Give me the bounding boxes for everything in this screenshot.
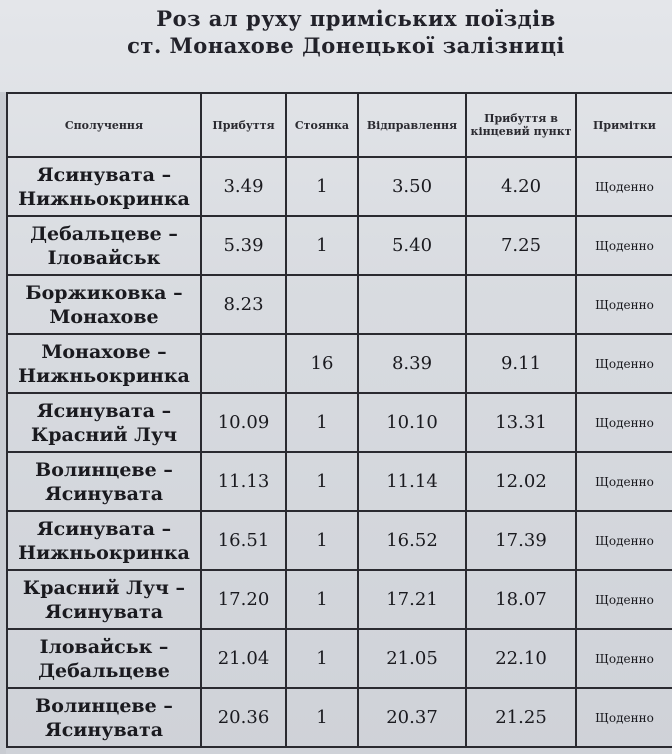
table-row	[7, 452, 672, 511]
route-cell	[7, 275, 201, 334]
route-from: Боржиковка –	[25, 281, 183, 304]
col-final-arrival-header: Прибуття в кінцевий пункт	[466, 93, 576, 157]
note-cell: Щоденно	[576, 511, 672, 570]
note-cell: Щоденно	[576, 688, 672, 747]
route-to: Ясинувата	[44, 718, 164, 741]
arrival-cell: 3.49	[201, 157, 286, 216]
table-row	[7, 629, 672, 688]
route-from: Волинцеве –	[35, 458, 173, 481]
table-row	[7, 157, 672, 216]
note-cell: Щоденно	[576, 334, 672, 393]
col-route-header: Сполучення	[7, 93, 201, 157]
table-row	[7, 334, 672, 393]
note-cell: Щоденно	[576, 452, 672, 511]
route-to: Нижньокринка	[18, 187, 190, 210]
col-note-header: Примітки	[576, 93, 672, 157]
route-cell	[7, 216, 201, 275]
route-cell	[7, 334, 201, 393]
arrival-cell: 17.20	[201, 570, 286, 629]
arrival-cell: 10.09	[201, 393, 286, 452]
departure-cell: 11.14	[358, 452, 466, 511]
note-cell: Щоденно	[576, 157, 672, 216]
final-arrival-cell: 18.07	[466, 570, 576, 629]
final-arrival-cell	[466, 275, 576, 334]
arrival-cell: 21.04	[201, 629, 286, 688]
arrival-cell: 16.51	[201, 511, 286, 570]
stop-cell: 1	[286, 216, 358, 275]
final-arrival-cell: 12.02	[466, 452, 576, 511]
table-row	[7, 216, 672, 275]
route-cell	[7, 511, 201, 570]
route-cell	[7, 570, 201, 629]
route-from: Ясинувата –	[36, 399, 172, 422]
arrival-cell: 20.36	[201, 688, 286, 747]
departure-cell: 5.40	[358, 216, 466, 275]
final-arrival-cell: 21.25	[466, 688, 576, 747]
stop-cell: 1	[286, 452, 358, 511]
final-arrival-cell: 4.20	[466, 157, 576, 216]
stop-cell: 1	[286, 393, 358, 452]
title-line-2: ст. Монахове Донецької залізниці	[127, 33, 565, 58]
route-to: Іловайськ	[47, 246, 161, 269]
departure-cell: 10.10	[358, 393, 466, 452]
departure-cell: 8.39	[358, 334, 466, 393]
table-row	[7, 570, 672, 629]
route-to: Нижньокринка	[18, 364, 190, 387]
route-to: Ясинувата	[44, 600, 164, 623]
route-to: Монахове	[49, 305, 159, 328]
stop-cell: 1	[286, 511, 358, 570]
final-arrival-cell: 9.11	[466, 334, 576, 393]
col-stop-header: Стоянка	[286, 93, 358, 157]
stop-cell: 16	[286, 334, 358, 393]
header-row	[7, 93, 672, 157]
note-cell: Щоденно	[576, 275, 672, 334]
route-from: Монахове –	[41, 340, 167, 363]
departure-cell: 20.37	[358, 688, 466, 747]
route-cell	[7, 688, 201, 747]
route-cell	[7, 629, 201, 688]
title-line-1: Роз ал руху приміських поїздів	[156, 6, 556, 31]
note-cell: Щоденно	[576, 570, 672, 629]
final-arrival-cell: 7.25	[466, 216, 576, 275]
table-row	[7, 511, 672, 570]
route-from: Красний Луч –	[22, 576, 186, 599]
stop-cell: 1	[286, 629, 358, 688]
route-from: Ясинувата –	[36, 163, 172, 186]
note-cell: Щоденно	[576, 629, 672, 688]
route-cell	[7, 393, 201, 452]
stop-cell: 1	[286, 157, 358, 216]
timetable-title	[0, 6, 672, 58]
route-from: Волинцеве –	[35, 694, 173, 717]
col-departure-header: Відправлення	[358, 93, 466, 157]
note-cell: Щоденно	[576, 393, 672, 452]
table-row	[7, 275, 672, 334]
route-cell	[7, 157, 201, 216]
arrival-cell: 11.13	[201, 452, 286, 511]
col-arrival-header: Прибуття	[201, 93, 286, 157]
route-to: Ясинувата	[44, 482, 164, 505]
table-row	[7, 688, 672, 747]
stop-cell	[286, 275, 358, 334]
departure-cell: 3.50	[358, 157, 466, 216]
departure-cell: 16.52	[358, 511, 466, 570]
route-from: Іловайськ –	[39, 635, 169, 658]
note-cell: Щоденно	[576, 216, 672, 275]
arrival-cell: 5.39	[201, 216, 286, 275]
departure-cell: 21.05	[358, 629, 466, 688]
route-to: Дебальцеве	[38, 659, 170, 682]
arrival-cell: 8.23	[201, 275, 286, 334]
departure-cell: 17.21	[358, 570, 466, 629]
route-from: Дебальцеве –	[30, 222, 178, 245]
arrival-cell	[201, 334, 286, 393]
stop-cell: 1	[286, 570, 358, 629]
departure-cell	[358, 275, 466, 334]
route-from: Ясинувата –	[36, 517, 172, 540]
route-cell	[7, 452, 201, 511]
schedule-table	[6, 92, 672, 748]
route-to: Нижньокринка	[18, 541, 190, 564]
final-arrival-cell: 22.10	[466, 629, 576, 688]
final-arrival-cell: 13.31	[466, 393, 576, 452]
table-row	[7, 393, 672, 452]
final-arrival-cell: 17.39	[466, 511, 576, 570]
route-to: Красний Луч	[30, 423, 178, 446]
stop-cell: 1	[286, 688, 358, 747]
